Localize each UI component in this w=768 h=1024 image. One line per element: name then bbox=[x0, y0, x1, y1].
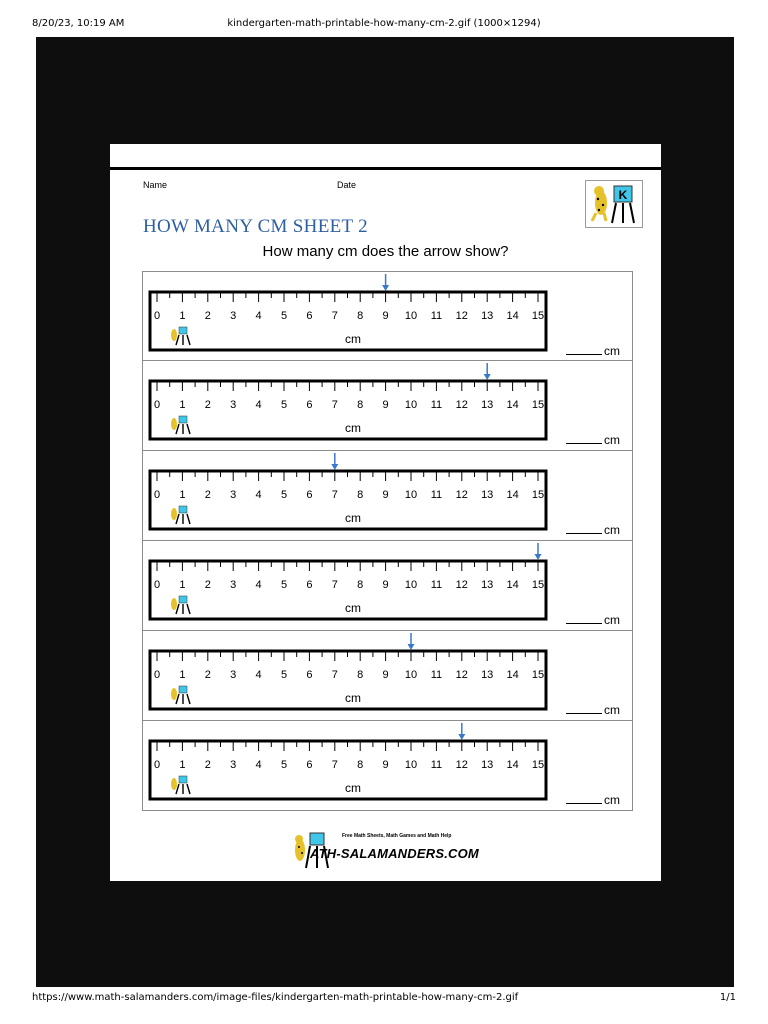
ruler-tick-label: 10 bbox=[404, 759, 418, 771]
ruler-tick-label: 2 bbox=[204, 310, 211, 322]
ruler-question-2 bbox=[142, 361, 633, 451]
sheet-subtitle: How many cm does the arrow show? bbox=[262, 243, 509, 260]
ruler-arrow-head bbox=[458, 734, 465, 740]
ruler-tick-label: 3 bbox=[230, 310, 237, 322]
name-label: Name bbox=[143, 180, 168, 190]
ruler-tick-label: 12 bbox=[455, 669, 468, 681]
ruler-tick-label: 15 bbox=[531, 310, 545, 322]
ruler-tick-label: 4 bbox=[255, 669, 262, 681]
ruler-tick-label: 1 bbox=[179, 310, 186, 322]
ruler-diagram bbox=[143, 721, 634, 811]
print-page-number: 1/1 bbox=[719, 992, 736, 1003]
ruler-tick-label: 0 bbox=[153, 310, 161, 322]
ruler-tick-label: 15 bbox=[531, 759, 545, 771]
ruler-tick-label: 5 bbox=[280, 310, 288, 322]
ruler-tick-label: 5 bbox=[280, 489, 288, 501]
ruler-question-1 bbox=[142, 271, 633, 361]
ruler-tick-label: 4 bbox=[255, 579, 262, 591]
ruler-tick-label: 1 bbox=[179, 759, 186, 771]
ruler-arrow-head bbox=[535, 554, 542, 560]
ruler-tick-label: 11 bbox=[430, 579, 443, 591]
worksheet bbox=[110, 144, 661, 881]
ruler-tick-label: 8 bbox=[357, 310, 364, 322]
ruler-tick-label: 7 bbox=[331, 669, 338, 681]
ruler-tick-label: 12 bbox=[455, 489, 468, 501]
ruler-tick-label: 9 bbox=[382, 759, 389, 771]
ruler-tick-label: 5 bbox=[280, 579, 288, 591]
ruler-question-4 bbox=[142, 541, 633, 631]
ruler-tick-label: 5 bbox=[280, 669, 288, 681]
ruler-tick-label: 12 bbox=[455, 399, 468, 411]
answer-unit: cm bbox=[604, 433, 620, 447]
print-url: https://www.math-salamanders.com/image-files/kindergarten-math-printable-how-many-cm-2.gif bbox=[32, 992, 519, 1003]
ruler-tick-label: 4 bbox=[255, 759, 262, 771]
ruler-tick-label: 14 bbox=[506, 759, 519, 771]
ruler-tick-label: 10 bbox=[404, 310, 418, 322]
answer-blank-line[interactable] bbox=[566, 523, 602, 534]
ruler-unit-label: cm bbox=[345, 511, 361, 525]
ruler-tick-label: 11 bbox=[430, 759, 443, 771]
answer-blank-line[interactable] bbox=[566, 433, 602, 444]
ruler-question-5 bbox=[142, 631, 633, 721]
ruler-tick-label: 6 bbox=[306, 399, 313, 411]
ruler-tick-label: 7 bbox=[331, 310, 338, 322]
ruler-tick-label: 7 bbox=[331, 489, 338, 501]
answer-blank-line[interactable] bbox=[566, 703, 602, 714]
ruler-tick-label: 10 bbox=[404, 489, 418, 501]
ruler-tick-label: 6 bbox=[306, 310, 313, 322]
ruler-tick-label: 3 bbox=[230, 579, 237, 591]
ruler-arrow-head bbox=[484, 374, 491, 380]
ruler-tick-label: 13 bbox=[481, 310, 494, 322]
ruler-tick-label: 5 bbox=[280, 759, 288, 771]
ruler-tick-label: 13 bbox=[481, 759, 494, 771]
ruler-tick-label: 0 bbox=[153, 579, 161, 591]
ruler-tick-label: 15 bbox=[531, 669, 545, 681]
logo-letter: K bbox=[618, 188, 628, 202]
ruler-tick-label: 2 bbox=[204, 669, 211, 681]
ruler-tick-label: 13 bbox=[481, 489, 494, 501]
ruler-tick-label: 6 bbox=[306, 669, 313, 681]
ruler-tick-label: 3 bbox=[230, 489, 237, 501]
ruler-tick-label: 3 bbox=[230, 399, 237, 411]
answer-field[interactable] bbox=[566, 793, 620, 807]
ruler-tick-label: 0 bbox=[153, 489, 161, 501]
ruler-tick-label: 13 bbox=[481, 669, 494, 681]
ruler-tick-label: 2 bbox=[204, 579, 211, 591]
ruler-question-3 bbox=[142, 451, 633, 541]
ruler-tick-label: 13 bbox=[481, 399, 494, 411]
date-label: Date bbox=[337, 180, 357, 190]
answer-blank-line[interactable] bbox=[566, 613, 602, 624]
ruler-tick-label: 11 bbox=[430, 489, 443, 501]
answer-field[interactable] bbox=[566, 613, 620, 627]
ruler-tick-label: 9 bbox=[382, 669, 389, 681]
salamander-logo bbox=[585, 180, 643, 228]
ruler-tick-label: 1 bbox=[179, 579, 186, 591]
ruler-tick-label: 4 bbox=[255, 310, 262, 322]
footer-tagline: Free Math Sheets, Math Games and Math Help bbox=[342, 833, 452, 839]
ruler-tick-label: 7 bbox=[331, 759, 338, 771]
ruler-tick-label: 0 bbox=[153, 399, 161, 411]
answer-unit: cm bbox=[604, 703, 620, 717]
ruler-tick-label: 8 bbox=[357, 669, 364, 681]
ruler-tick-label: 0 bbox=[153, 669, 161, 681]
ruler-tick-label: 4 bbox=[255, 399, 262, 411]
ruler-tick-label: 1 bbox=[179, 669, 186, 681]
ruler-tick-label: 9 bbox=[382, 489, 389, 501]
ruler-tick-label: 14 bbox=[506, 579, 519, 591]
print-datetime: 8/20/23, 10:19 AM bbox=[32, 18, 125, 29]
ruler-tick-label: 15 bbox=[531, 399, 545, 411]
ruler-unit-label: cm bbox=[345, 601, 361, 615]
ruler-tick-label: 2 bbox=[204, 489, 211, 501]
ruler-tick-label: 1 bbox=[179, 489, 186, 501]
ruler-tick-label: 9 bbox=[382, 579, 389, 591]
salamander-logo-icon bbox=[586, 181, 642, 227]
ruler-tick-label: 11 bbox=[430, 310, 443, 322]
ruler-tick-label: 13 bbox=[481, 579, 494, 591]
ruler-tick-label: 10 bbox=[404, 669, 418, 681]
answer-blank-line[interactable] bbox=[566, 344, 602, 355]
sheet-title: HOW MANY CM SHEET 2 bbox=[143, 216, 368, 237]
ruler-arrow-head bbox=[408, 644, 415, 650]
ruler-tick-label: 7 bbox=[331, 579, 338, 591]
ruler-unit-label: cm bbox=[345, 691, 361, 705]
ruler-tick-label: 3 bbox=[230, 759, 237, 771]
answer-unit: cm bbox=[604, 523, 620, 537]
ruler-tick-label: 2 bbox=[204, 399, 211, 411]
print-footer bbox=[0, 992, 768, 1024]
ruler-tick-label: 8 bbox=[357, 399, 364, 411]
answer-unit: cm bbox=[604, 344, 620, 358]
ruler-tick-label: 14 bbox=[506, 489, 519, 501]
ruler-tick-label: 10 bbox=[404, 399, 418, 411]
answer-blank-line[interactable] bbox=[566, 793, 602, 804]
ruler-diagram bbox=[143, 272, 634, 362]
ruler-tick-label: 14 bbox=[506, 399, 519, 411]
ruler-tick-label: 9 bbox=[382, 399, 389, 411]
ruler-tick-label: 15 bbox=[531, 579, 545, 591]
ruler-tick-label: 14 bbox=[506, 310, 519, 322]
ruler-tick-label: 8 bbox=[357, 579, 364, 591]
ruler-diagram bbox=[143, 361, 634, 451]
answer-field[interactable] bbox=[566, 433, 620, 447]
ruler-tick-label: 2 bbox=[204, 759, 211, 771]
ruler-diagram bbox=[143, 451, 634, 541]
ruler-arrow-head bbox=[331, 464, 338, 470]
ruler-tick-label: 0 bbox=[153, 759, 161, 771]
print-header bbox=[0, 0, 768, 36]
ruler-tick-label: 6 bbox=[306, 759, 313, 771]
ruler-tick-label: 11 bbox=[430, 669, 443, 681]
print-document-title: kindergarten-math-printable-how-many-cm-2.gif (1000×1294) bbox=[227, 18, 541, 29]
ruler-tick-label: 12 bbox=[455, 759, 468, 771]
ruler-tick-label: 6 bbox=[306, 579, 313, 591]
ruler-tick-label: 6 bbox=[306, 489, 313, 501]
ruler-tick-label: 12 bbox=[455, 579, 468, 591]
ruler-diagram bbox=[143, 541, 634, 631]
ruler-tick-label: 5 bbox=[280, 399, 288, 411]
ruler-tick-label: 3 bbox=[230, 669, 237, 681]
ruler-diagram bbox=[143, 631, 634, 721]
sheet-top-bar bbox=[110, 144, 661, 170]
answer-field[interactable] bbox=[566, 703, 620, 717]
ruler-tick-label: 9 bbox=[382, 310, 389, 322]
ruler-tick-label: 7 bbox=[331, 399, 338, 411]
ruler-tick-label: 15 bbox=[531, 489, 545, 501]
answer-unit: cm bbox=[604, 793, 620, 807]
ruler-tick-label: 8 bbox=[357, 759, 364, 771]
answer-field[interactable] bbox=[566, 344, 620, 358]
ruler-tick-label: 1 bbox=[179, 399, 186, 411]
ruler-unit-label: cm bbox=[345, 781, 361, 795]
ruler-tick-label: 12 bbox=[455, 310, 468, 322]
ruler-tick-label: 8 bbox=[357, 489, 364, 501]
ruler-tick-label: 11 bbox=[430, 399, 443, 411]
ruler-tick-label: 14 bbox=[506, 669, 519, 681]
footer-brand: ATH-SALAMANDERS.COM bbox=[310, 846, 479, 861]
ruler-question-6 bbox=[142, 721, 633, 811]
ruler-unit-label: cm bbox=[345, 421, 361, 435]
answer-unit: cm bbox=[604, 613, 620, 627]
ruler-tick-label: 10 bbox=[404, 579, 418, 591]
ruler-tick-label: 4 bbox=[255, 489, 262, 501]
answer-field[interactable] bbox=[566, 523, 620, 537]
ruler-arrow-head bbox=[382, 285, 389, 291]
ruler-unit-label: cm bbox=[345, 332, 361, 346]
